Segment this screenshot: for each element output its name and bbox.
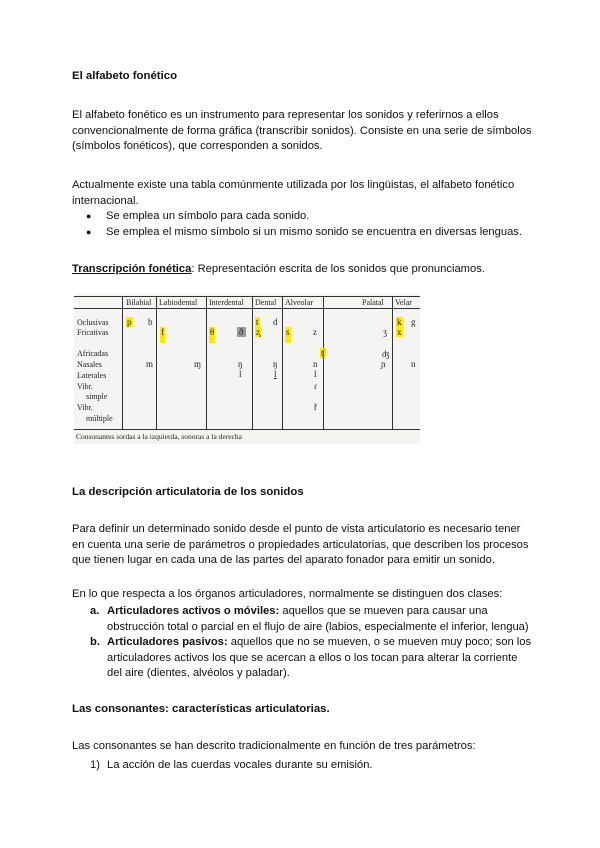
- section-title-descripcion: La descripción articulatoria de los sonidos: [72, 486, 304, 498]
- col-dental: Dental: [255, 298, 277, 307]
- symbol-l: l: [314, 369, 317, 379]
- symbol-s: s: [285, 327, 291, 343]
- symbol-theta: θ: [209, 327, 215, 343]
- consonantes-paragraph: Las consonantes se han descrito tradicionalmente en función de tres parámetros:: [72, 740, 476, 752]
- list-item: [72, 635, 532, 682]
- symbol-d: d: [273, 317, 278, 327]
- parametros-list: [72, 758, 532, 774]
- symbol-dental-lateral: l: [274, 369, 277, 379]
- symbol-ch: ʧ: [321, 348, 326, 358]
- list-marker: 1): [90, 759, 100, 771]
- intro-paragraph: El alfabeto fonético es un instrumento para representar los sonidos y referirnos a ellos convencionalmente de forma gráfica (transcribir sonidos). Consiste en una serie de símbolos (símbolos fonéticos), que corresponden a sonidos.: [72, 109, 532, 153]
- symbol-z-dental: z̧: [256, 327, 260, 337]
- symbol-interdental-nasal: ŋ: [238, 359, 243, 369]
- transcripcion-paragraph: [72, 262, 532, 278]
- articuladores-list: [72, 604, 532, 682]
- parametro-text: La acción de las cuerdas vocales durante su emisión.: [107, 759, 373, 771]
- phonetic-table-image: [74, 294, 420, 444]
- col-labiodental: Labiodental: [159, 298, 198, 307]
- row-vibr-multiple-sub: múltiple: [86, 414, 113, 423]
- col-bilabial: Bilabial: [126, 298, 152, 307]
- list-item: [72, 758, 532, 774]
- list-item: ● Se emplea el mismo símbolo si un mismo sonido se encuentra en diversas lenguas.: [72, 225, 542, 241]
- row-africadas: Africadas: [77, 349, 109, 358]
- list-item: [72, 604, 532, 635]
- row-nasales: Nasales: [77, 360, 102, 369]
- row-fricativas: Fricativas: [77, 328, 109, 337]
- symbol-eth: ð: [239, 327, 244, 337]
- row-vibr-multiple: Vibr.: [77, 403, 93, 412]
- col-palatal: Palatal: [362, 298, 384, 307]
- symbol-palatal-nasal: ɲ: [381, 359, 386, 369]
- symbol-p: p: [127, 317, 132, 327]
- symbol-t: t: [256, 317, 259, 327]
- symbol-g: g: [411, 317, 416, 327]
- page-title: El alfabeto fonético: [72, 70, 178, 82]
- col-alveolar: Alveolar: [285, 298, 313, 307]
- list-marker: b.: [90, 636, 100, 649]
- symbol-velar-nasal: n: [411, 359, 416, 369]
- articuladores-pasivos-term: Articuladores pasivos:: [107, 636, 228, 649]
- symbol-m: m: [146, 359, 154, 369]
- table-caption: Consonantes sordas a la izquierda, sonoras a la derecha: [76, 432, 242, 441]
- row-vibr-simple-sub: simple: [86, 392, 108, 401]
- list-item: ● Se emplea un símbolo para cada sonido.: [72, 209, 542, 225]
- symbol-tap: ɾ: [314, 381, 317, 391]
- articuladores-activos-term: Articuladores activos o móviles:: [107, 605, 280, 617]
- symbol-k: k: [397, 317, 402, 327]
- bullet-list: [72, 209, 542, 240]
- transcripcion-definition: : Representación escrita de los sonidos que pronunciamos.: [191, 263, 485, 275]
- articuladores-activos-text: aquellos que se mueven para causar una obstrucción total o parcial en el flujo de aire (labios, especialmente el inferior, lengua): [107, 605, 529, 633]
- symbol-b: b: [148, 317, 153, 327]
- symbol-labiodental-nasal: ɱ: [194, 359, 202, 369]
- organos-paragraph: En lo que respecta a los órganos articuladores, normalmente se distinguen dos clases:: [72, 588, 503, 600]
- row-oclusivas: Oclusivas: [77, 318, 109, 327]
- articuladores-pasivos-text: aquellos que no se mueven, o se mueven muy poco; son los articuladores activos los que se acercan a ellos o los tocan para alterar la corriente del aire (dientes, alvéolos y paladar).: [107, 636, 532, 680]
- symbol-interdental-lateral: l: [239, 369, 242, 379]
- col-interdental: Interdental: [209, 298, 244, 307]
- symbol-dzh: ʤ: [382, 349, 390, 359]
- section-title-consonantes: Las consonantes: características articulatorias.: [72, 703, 330, 715]
- transcripcion-term: Transcripción fonética: [72, 263, 192, 275]
- symbol-dental-nasal: ŋ: [273, 359, 278, 369]
- symbol-x: x: [397, 327, 402, 337]
- row-laterales: Laterales: [77, 371, 107, 380]
- symbol-z: z: [313, 327, 317, 337]
- symbol-zh: ʒ: [383, 327, 387, 337]
- row-vibr-simple: Vibr.: [77, 382, 93, 391]
- col-velar: Velar: [395, 298, 412, 307]
- symbol-n: n: [313, 359, 318, 369]
- symbol-f: f: [160, 327, 165, 343]
- list-marker: a.: [90, 605, 100, 617]
- descripcion-paragraph: Para definir un determinado sonido desde el punto de vista articulatorio es necesario tener en cuenta una serie de parámetros o propiedades articulatorias, que describen los procesos que tienen lugar en cada una de las partes del aparato fonador para emitir un sonido.: [72, 523, 529, 567]
- actualmente-paragraph: Actualmente existe una tabla comúnmente utilizada por los lingüistas, el alfabeto fonético internacional.: [72, 179, 515, 207]
- symbol-trill: ř: [314, 402, 317, 412]
